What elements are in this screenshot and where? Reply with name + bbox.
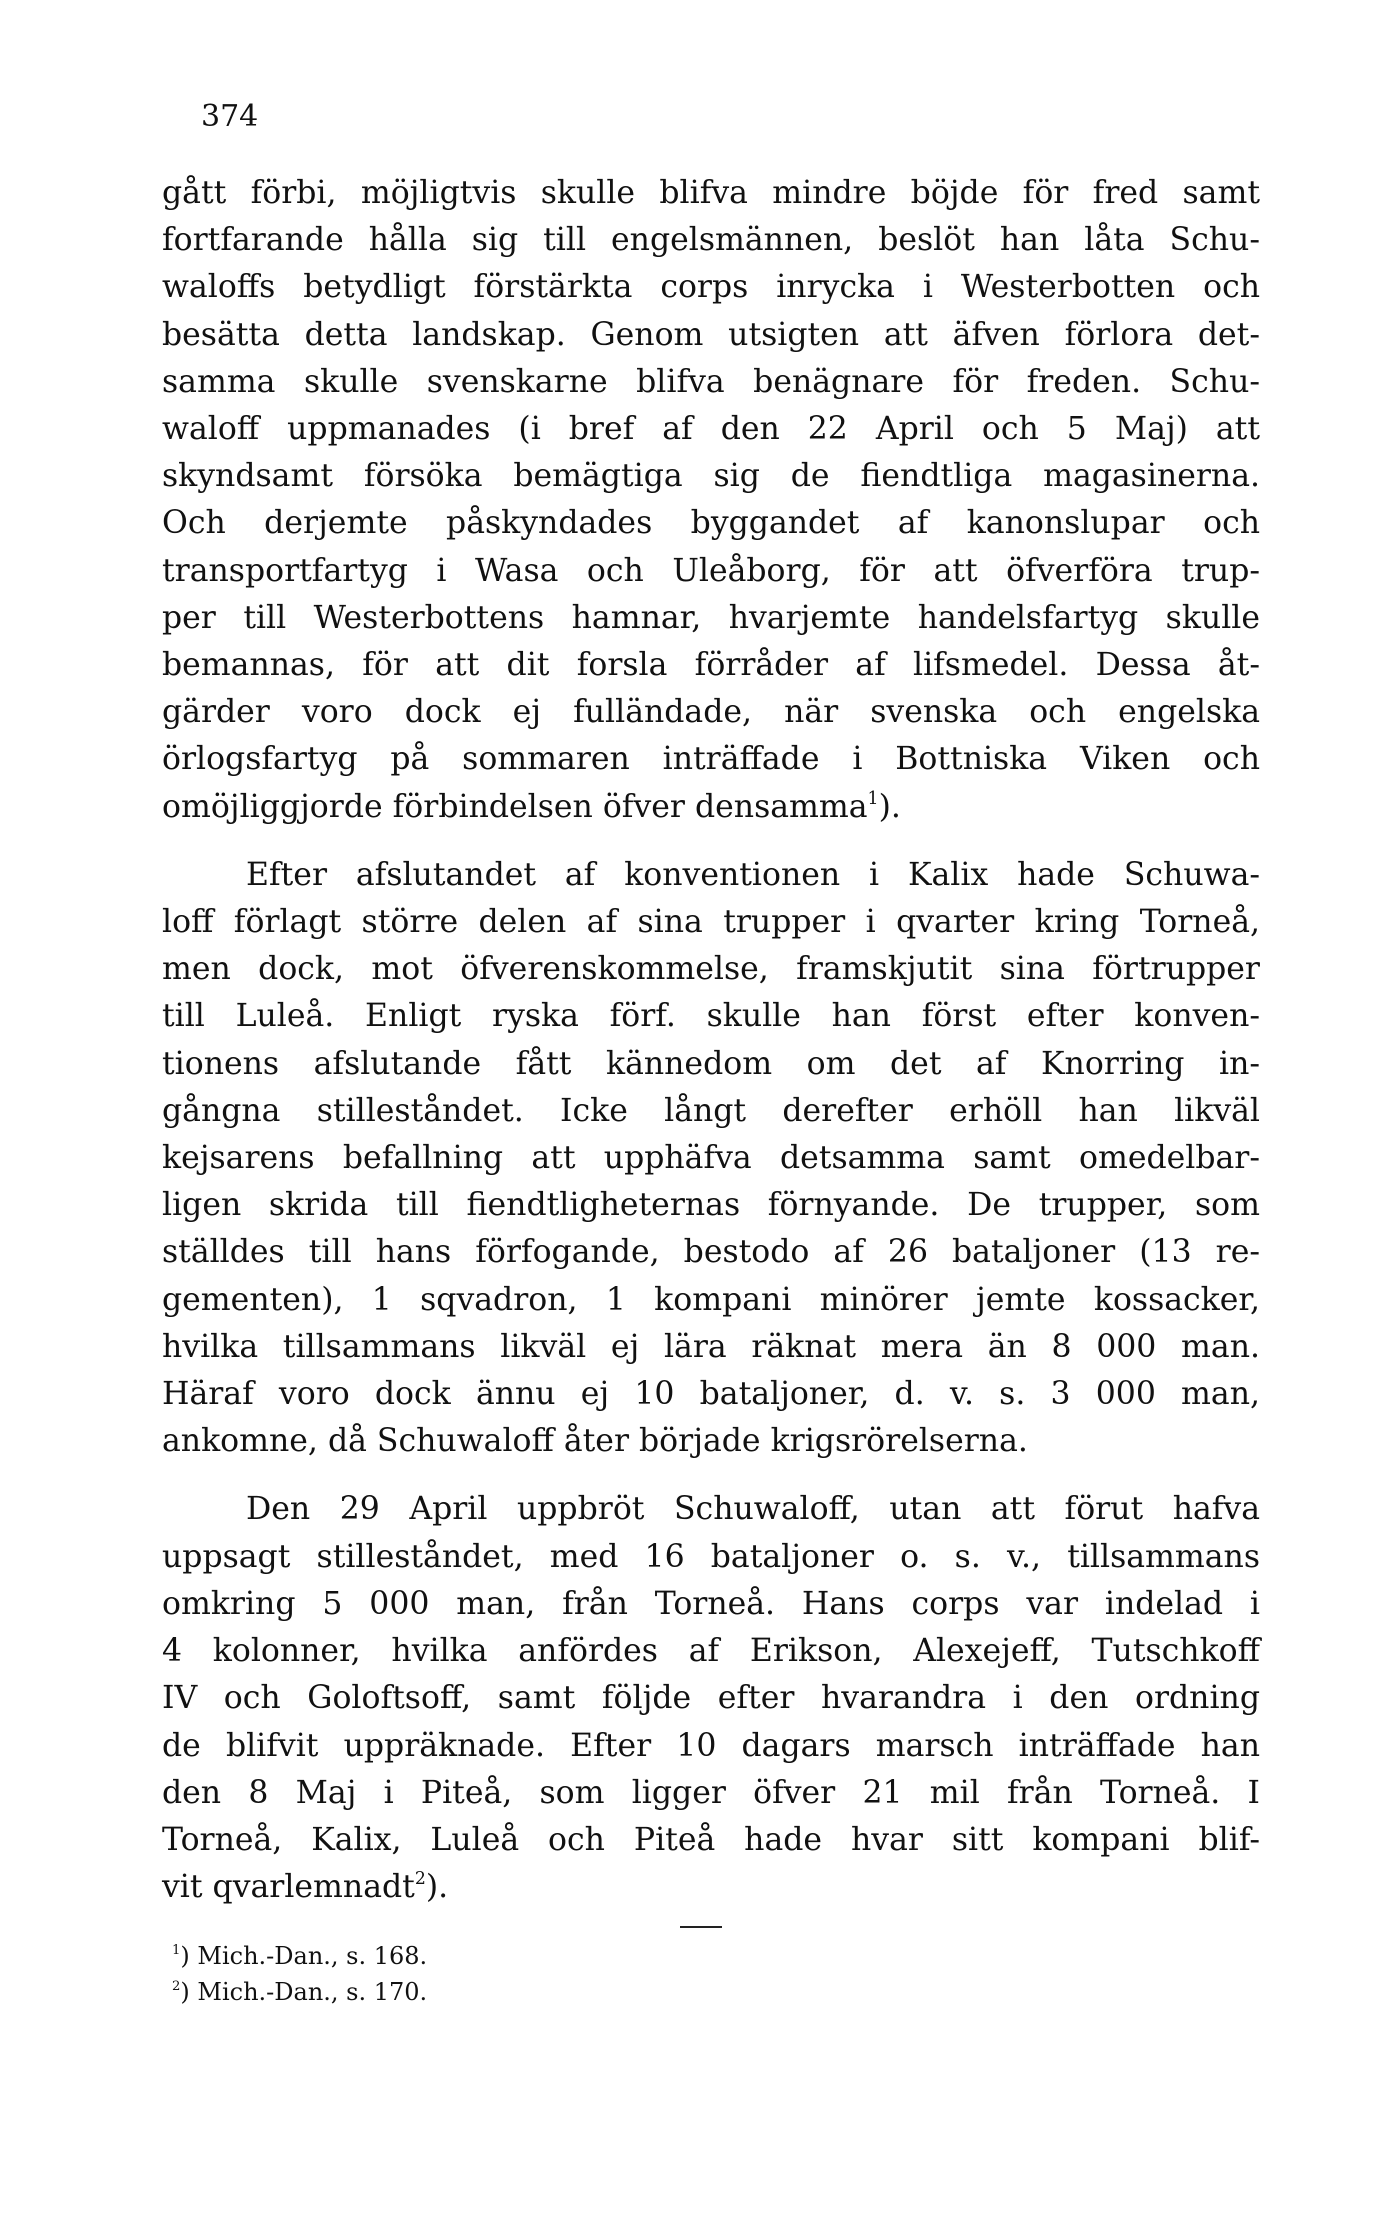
text-line: gärder voro dock ej fulländade, när svenska och engelska bbox=[162, 694, 1260, 731]
text-line: omkring 5 000 man, från Torneå. Hans corps var indelad i bbox=[162, 1585, 1260, 1622]
footnote-reference: 2 bbox=[414, 1869, 426, 1890]
text-line: de blifvit uppräknade. Efter 10 dagars marsch inträffade han bbox=[162, 1727, 1260, 1764]
footnote-reference: 1 bbox=[867, 788, 879, 809]
footnote-text: Mich.-Dan., s. 170. bbox=[189, 1978, 428, 2006]
text-line: örlogsfartyg på sommaren inträffade i Bottniska Viken och bbox=[162, 741, 1260, 778]
paragraph-3 bbox=[162, 1486, 1260, 1911]
text-line: tionens afslutande fått kännedom om det af Knorring in- bbox=[162, 1045, 1260, 1082]
text-line: gått förbi, möjligtvis skulle blifva mindre böjde för fred samt bbox=[162, 175, 1260, 211]
text-line: hvilka tillsammans likväl ej lära räknat mera än 8 000 man. bbox=[162, 1328, 1260, 1365]
text-line: Och derjemte påskyndades byggandet af kanonslupar och bbox=[162, 505, 1260, 542]
text-line: den 8 Maj i Piteå, som ligger öfver 21 mil från Torneå. I bbox=[162, 1774, 1260, 1811]
text-line: gångna stilleståndet. Icke långt derefter erhöll han likväl bbox=[162, 1092, 1260, 1129]
text-line-punctuation: ). bbox=[878, 788, 901, 825]
text-line: men dock, mot öfverenskommelse, framskjutit sina förtrupper bbox=[162, 951, 1260, 988]
text-line: bemannas, för att dit forsla förråder af lifsmedel. Dessa åt- bbox=[162, 647, 1260, 684]
footnote-1 bbox=[172, 1938, 427, 1974]
text-line: uppsagt stilleståndet, med 16 bataljoner o. s. v., tillsammans bbox=[162, 1538, 1260, 1575]
text-line: skyndsamt försöka bemägtiga sig de fiendtliga magasinerna. bbox=[162, 458, 1260, 495]
text-line: waloffs betydligt förstärkta corps inrycka i Westerbotten och bbox=[162, 269, 1260, 306]
text-line: fortfarande hålla sig till engelsmännen, beslöt han låta Schu- bbox=[162, 222, 1260, 259]
text-line: Häraf voro dock ännu ej 10 bataljoner, d. v. s. 3 000 man, bbox=[162, 1376, 1260, 1413]
text-line: 4 kolonner, hvilka anfördes af Erikson, Alexejeff, Tutschkoff bbox=[162, 1633, 1260, 1670]
footnote-mark-close: ) bbox=[180, 1942, 190, 1970]
text-line: waloff uppmanades (i bref af den 22 April och 5 Maj) att bbox=[162, 411, 1260, 448]
text-line: Den 29 April uppbröt Schuwaloff, utan att förut hafva bbox=[246, 1491, 1260, 1528]
text-line: till Luleå. Enligt ryska förf. skulle han först efter konven- bbox=[162, 998, 1260, 1035]
text-line-content: vit qvarlemnadt bbox=[162, 1869, 415, 1906]
text-line: transportfartyg i Wasa och Uleåborg, för att öfverföra trup- bbox=[162, 552, 1260, 589]
text-line: IV och Goloftsoff, samt följde efter hvarandra i den ordning bbox=[162, 1680, 1260, 1717]
text-line-punctuation: ). bbox=[425, 1869, 449, 1906]
text-line: besätta detta landskap. Genom utsigten att äfven förlora det- bbox=[162, 316, 1260, 353]
text-line: Torneå, Kalix, Luleå och Piteå hade hvar sitt kompani blif- bbox=[162, 1821, 1260, 1858]
footnote-mark: 2 bbox=[172, 1979, 181, 1995]
body-text bbox=[162, 170, 1260, 1911]
text-line-final bbox=[162, 1418, 1260, 1465]
paragraph-1 bbox=[162, 170, 1260, 831]
text-line-content: ankomne, då Schuwaloff åter började krigsrörelserna. bbox=[162, 1423, 1028, 1460]
text-line: per till Westerbottens hamnar, hvarjemte handelsfartyg skulle bbox=[162, 599, 1260, 636]
text-line-final bbox=[162, 1864, 1260, 1911]
text-line-content: omöjliggjorde förbindelsen öfver densamma bbox=[162, 788, 868, 825]
footnote-2 bbox=[172, 1974, 427, 2010]
text-line: Efter afslutandet af konventionen i Kalix hade Schuwa- bbox=[246, 856, 1260, 893]
footnote-mark-close: ) bbox=[180, 1978, 190, 2006]
paragraph-2 bbox=[162, 852, 1260, 1466]
text-line-final bbox=[162, 784, 1260, 831]
footnotes bbox=[172, 1938, 427, 2010]
text-line: ställdes till hans förfogande, bestodo af 26 bataljoner (13 re- bbox=[162, 1234, 1260, 1271]
footnote-mark: 1 bbox=[172, 1943, 181, 1959]
footnote-text: Mich.-Dan., s. 168. bbox=[189, 1942, 428, 1970]
footnote-divider bbox=[680, 1926, 722, 1928]
text-line: samma skulle svenskarne blifva benägnare för freden. Schu- bbox=[162, 363, 1260, 400]
text-line: kejsarens befallning att upphäfva detsamma samt omedelbar- bbox=[162, 1140, 1260, 1177]
page-number: 374 bbox=[201, 99, 259, 134]
text-line: ligen skrida till fiendtligheternas förnyande. De trupper, som bbox=[162, 1187, 1260, 1224]
text-line: loff förlagt större delen af sina trupper i qvarter kring Torneå, bbox=[162, 904, 1260, 941]
text-line: gementen), 1 sqvadron, 1 kompani minörer jemte kossacker, bbox=[162, 1281, 1260, 1318]
